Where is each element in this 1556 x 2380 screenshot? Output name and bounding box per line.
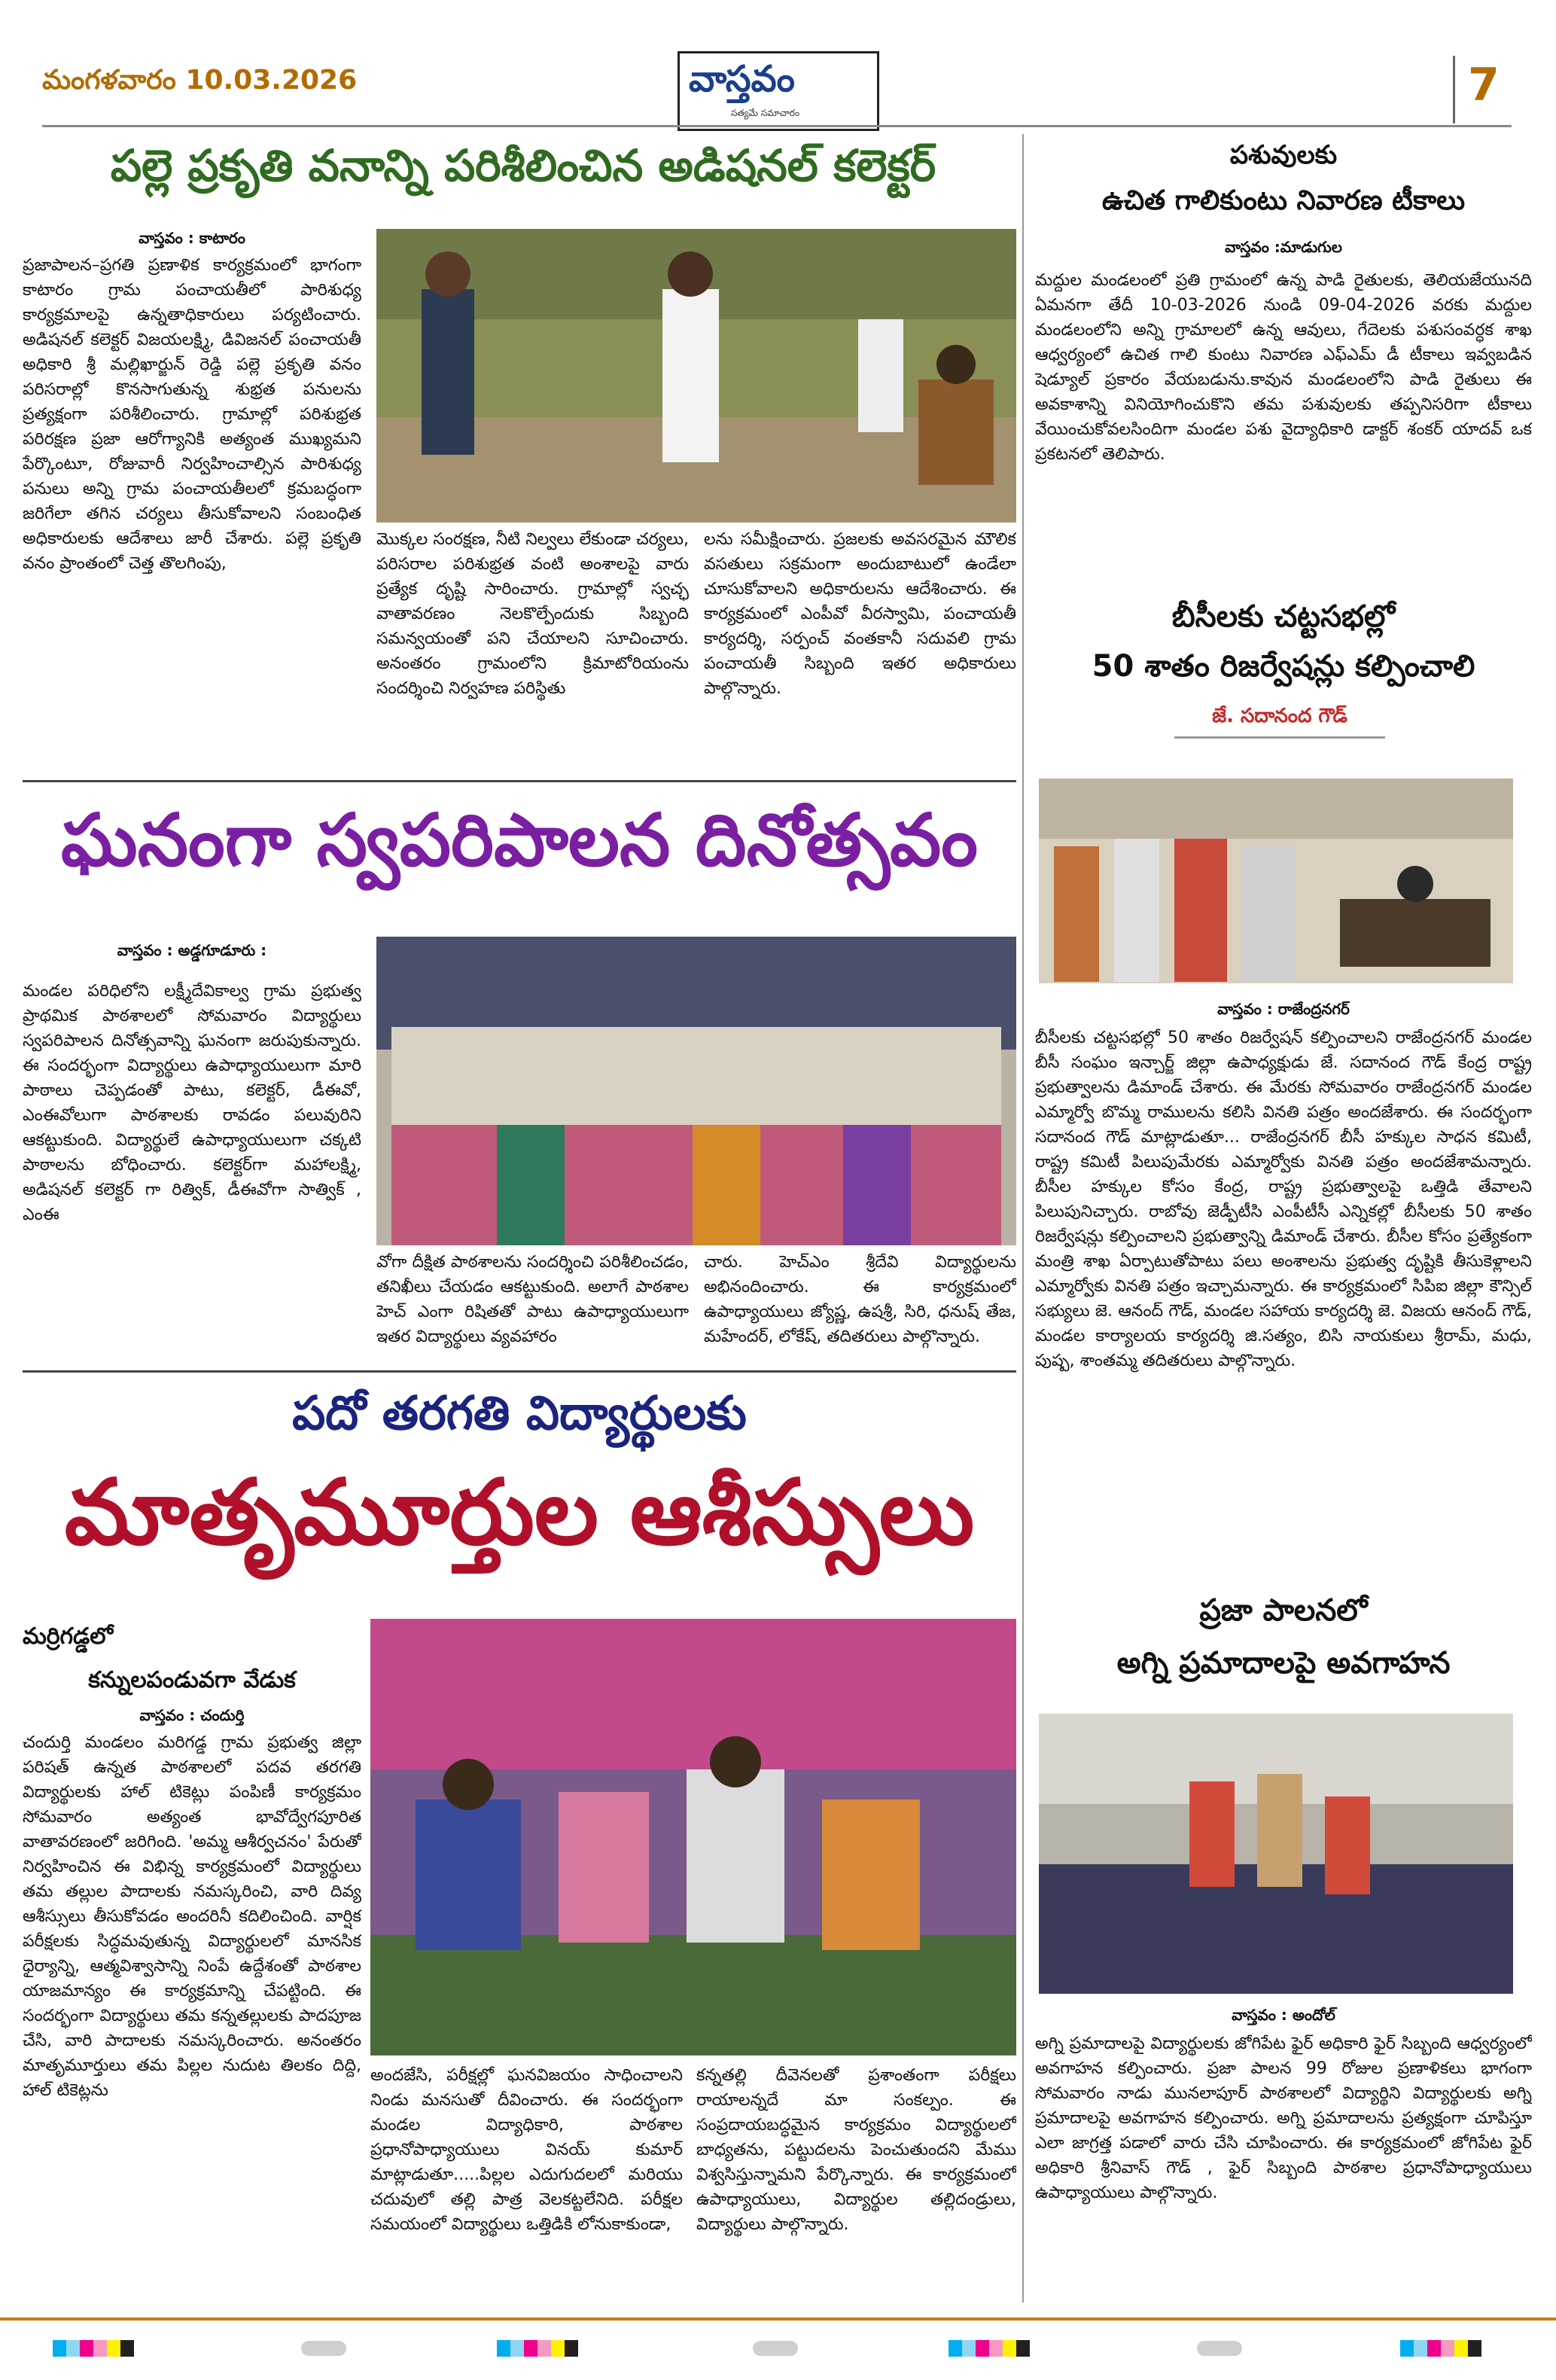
right3-dateline: వాస్తవం : అందోల్ — [1232, 2006, 1335, 2024]
logo-text: వాస్తవం — [689, 58, 795, 100]
section-rule — [23, 780, 1016, 782]
story3-dateline: వాస్తవం : చందుర్తి — [139, 1706, 245, 1724]
right1-body: మద్దుల మండలంలో ప్రతి గ్రామంలో ఉన్న పాడి రైతులకు, తెలియజేయునది ఏమనగా తేదీ 10-03-2026 నుండి 09-04-2026 వరకు మద్దుల మండలంలోని అన్ని గ్రామాలలో ఉన్న ఆవులు, గేదెలకు పశుసంవర్ధక శాఖ ఆధ్వర్యంలో ఉచిత గాలి కుంటు నివారణ ఎఫ్‌ఎమ్ డీ టీకాలు ఇవ్వబడిన షెడ్యూల్ ప్రకారం వేయబడును.కావున మండలంలోని పాడి రైతులు ఈ అవకాశాన్ని వినియోగించుకొని తమ పశువులకు తప్పనిసరిగా టీకాలు వేయించుకోవలసిందిగా మండల పశు వైద్యాధికారి డాక్టర్ శంకర్ యాదవ్ ఒక ప్రకటనలో తెలిపారు. — [1035, 271, 1532, 464]
right2-headline1: బీసీలకు చట్టసభల్లో — [1171, 599, 1396, 634]
right1-dateline: వాస్తవం :మాడుగుల — [1225, 238, 1342, 256]
masthead-rule — [42, 125, 1512, 127]
story3-subhead1: మర్రిగడ్డలో — [23, 1623, 114, 1650]
story2-col2: వోగా దీక్షిత పాఠశాలను సందర్శించి పరిశీలించడం, తనిఖీలు చేయడం ఆకట్టుకుంది. అలాగే పాఠశాల హెచ్ ఎంగా రిషితతో పాటు ఉపాధ్యాయులుగా ఇతర విద్యార్థులు వ్యవహారం — [376, 1253, 689, 1346]
story3-photo — [370, 1619, 1016, 2055]
registration-oval — [1197, 2341, 1242, 2356]
right1-headline2: ఉచిత గాలికుంటు నివారణ టీకాలు — [1101, 185, 1466, 216]
page-number: 7 — [1468, 59, 1500, 111]
story3-col1: చందుర్తి మండలం మరిగడ్డ గ్రామ ప్రభుత్వ జిల్లా పరిషత్ ఉన్నత పాఠశాలలో పదవ తరగతి విద్యార్థులకు హాల్ టికెట్లు పంపిణీ కార్యక్రమం సోమవారం అత్యంత భావోద్వేగపూరిత వాతావరణంలో జరిగింది. 'అమ్మ ఆశీర్వచనం' పేరుతో నిర్వహించిన ఈ విభిన్న కార్యక్రమంలో విద్యార్థులు తమ తల్లుల పాదాలకు నమస్కరించి, వారి దివ్య ఆశీస్సులు తీసుకోవడం అందరినీ కదిలించింది. వార్షిక పరీక్షలకు సిద్ధమవుతున్న విద్యార్థులలో మానసిక ధైర్యాన్ని, ఆత్మవిశ్వాసాన్ని నింపే ఉద్దేశంతో పాఠశాల యాజమాన్యం ఈ కార్యక్రమాన్ని చేపట్టింది. ఈ సందర్భంగా విద్యార్థులు తమ కన్నతల్లులకు పాదపూజ చేసి, వారి పాదాలకు నమస్కరించారు. అనంతరం మాతృమూర్తులు తమ పిల్లల నుదుట తిలకం దిద్ది, హాల్ టికెట్లను — [23, 1733, 361, 2100]
color-registration-strip — [53, 2340, 134, 2357]
logo-tagline: సత్యమే సమాచారం — [731, 108, 800, 118]
color-registration-strip — [1400, 2340, 1481, 2357]
footer-rule — [0, 2318, 1556, 2321]
color-registration-strip — [949, 2340, 1030, 2357]
story2-col3: చారు. హెచ్‌ఎం శ్రీదేవి విద్యార్థులను అభినందించారు. ఈ కార్యక్రమంలో ఉపాధ్యాయులు జ్యోష్ణ, ఉషశ్రీ, సిరి, ధనుష్ తేజ, మహేందర్, లోకేష్, తదితరులు పాల్గొన్నారు. — [704, 1253, 1016, 1346]
registration-oval — [753, 2341, 798, 2356]
story2-headline: ఘనంగా స్వపరిపాలన దినోత్సవం — [61, 798, 978, 882]
right2-byline: జే. సదానంద గౌడ్ — [1174, 705, 1385, 739]
story2-col1: మండల పరిధిలోని లక్ష్మీదేవికాల్వ గ్రామ ప్రభుత్వ ప్రాథమిక పాఠశాలలో సోమవారం విద్యార్థులు స్వపరిపాలన దినోత్సవాన్ని ఘనంగా జరుపుకున్నారు. ఈ సందర్భంగా విద్యార్థులు ఉపాధ్యాయులుగా మారి పాఠాలు చెప్పడంతో పాటు, కలెక్టర్, డీఈవో, ఎంఈవోలుగా పాఠశాలకు రావడం పలువురిని ఆకట్టుకుంది. విద్యార్థులే ఉపాధ్యాయులుగా చక్కటి పాఠాలను బోధించారు. కలెక్టర్‌గా మహాలక్ష్మి, అడిషనల్ కలెక్టర్ గా రిత్విక్, డీఈవోగా సాత్విక్ , ఎంఈ — [23, 982, 361, 1224]
story1-col1: ప్రజాపాలన–ప్రగతి ప్రణాళిక కార్యక్రమంలో భాగంగా కాటారం గ్రామ పంచాయతీలో పారిశుధ్య కార్యక్రమాలపై ఉన్నతాధికారులు పర్యటించారు. అడిషనల్ కలెక్టర్ విజయలక్ష్మి, డివిజనల్ పంచాయతీ అధికారి శ్రీ మల్లిఖార్జున్ రెడ్డి పల్లె ప్రకృతి వనం పరిసరాల్లో కొనసాగుతున్న శుభ్రత పనులను ప్రత్యక్షంగా పరిశీలించారు. గ్రామాల్లో పరిశుభ్రత పరిరక్షణ ప్రజా ఆరోగ్యానికి అత్యంత ముఖ్యమని పేర్కొంటూ, రోజువారీ నిర్వహించాల్సిన పారిశుధ్య పనులు అన్ని గ్రామ పంచాయతీలలో క్రమబద్ధంగా జరిగేలా తగిన చర్యలు తీసుకోవాలని సంబంధిత అధికారులకు ఆదేశాలు జారీ చేశారు. పల్లె ప్రకృతి వనం ప్రాంతంలో చెత్త తొలగింపు, — [23, 256, 361, 573]
story3-subhead2: కన్నులపండువగా వేడుక — [88, 1667, 296, 1693]
story2-dateline: వాస్తవం : అడ్డగూడూరు : — [117, 941, 267, 959]
story3-col3: కన్నతల్లి దీవెనలతో ప్రశాంతంగా పరీక్షలు రాయాలన్నదే మా సంకల్పం. ఈ సంప్రదాయబద్ధమైన కార్యక్రమం విద్యార్థులలో బాధ్యతను, పట్టుదలను పెంచుతుందని మేము విశ్వసిస్తున్నామని పేర్కొన్నారు. ఈ కార్యక్రమంలో ఉపాధ్యాయులు, విద్యార్థుల తల్లిదండ్రులు, విద్యార్థులు పాల్గొన్నారు. — [696, 2066, 1016, 2234]
issue-date: మంగళవారం 10.03.2026 — [42, 65, 358, 96]
right3-headline1: ప్రజా పాలనలో — [1199, 1593, 1368, 1628]
story2-photo — [376, 937, 1016, 1245]
right1-headline1: పశువులకు — [1229, 140, 1338, 170]
story1-photo — [376, 229, 1016, 523]
right2-headline2: 50 శాతం రిజర్వేషన్లు కల్పించాలి — [1092, 649, 1475, 684]
right2-dateline: వాస్తవం : రాజేంద్రనగర్ — [1217, 1000, 1350, 1018]
newspaper-logo — [678, 51, 879, 131]
registration-oval — [301, 2341, 346, 2356]
right2-body: బీసీలకు చట్టసభల్లో 50 శాతం రిజర్వేషన్ కల్పించాలని రాజేంద్రనగర్ మండల బీసీ సంఘం ఇన్చార్జ్ జిల్లా ఉపాధ్యక్షుడు జే. సదానంద గౌడ్ కేంద్ర రాష్ట్ర ప్రభుత్వాలను డిమాండ్ చేశారు. ఈ మేరకు సోమవారం రాజేంద్రనగర్ మండల ఎమ్మార్వో బొమ్మ రాములను కలిసి వినతి పత్రం అందజేశారు. ఈ సందర్భంగా సదానంద గౌడ్ మాట్లాడుతూ... రాజేంద్రనగర్ బీసీ హక్కుల సాధన కమిటీ, రాష్ట్ర కమిటీ పిలుపుమేరకు ఎమ్మార్వోకు వినతి పత్రం అందజేశామన్నారు. బీసీల హక్కుల కోసం కేంద్ర, రాష్ట్ర ప్రభుత్వాలపై ఒత్తిడి తేవాలని పిలుపునిచ్చారు. రాబోవు జెడ్పీటీసి ఎంపీటీసీ ఎన్నికల్లో బీసీలకు 50 శాతం రిజర్వేషన్లు కల్పించాలని ప్రభుత్వాన్ని డిమాండ్ చేశారు. బీసీల కోసం ప్రత్యేకంగా మంత్రి శాఖ ఏర్పాటుతోపాటు పలు అంశాలను ప్రభుత్వ దృష్టికి తీసుకెళ్లాలని ఎమ్మార్వోకు వినతి పత్రం ఇచ్చామన్నారు. ఈ కార్యక్రమంలో సిపిఐ జిల్లా కౌన్సిల్ సభ్యులు జె. ఆనంద్ గౌడ్, మండల సహాయ కార్యదర్శి జె. విజయ ఆనంద్ గౌడ్, మండల కార్యాలయ కార్యదర్శి జి.సత్యం, బిసి నాయకులు శ్రీరామ్, మధు, పుష్ప, శాంతమ్మ తదితరులు పాల్గొన్నారు. — [1035, 1028, 1532, 1370]
story1-dateline: వాస్తవం : కాటారం — [139, 229, 245, 247]
section-rule — [23, 1370, 1016, 1373]
story1-col2: మొక్కల సంరక్షణ, నీటి నిల్వలు లేకుండా చర్యలు, పరిసరాల పరిశుభ్రత వంటి అంశాలపై వారు ప్రత్యేక దృష్టి సారించారు. గ్రామాల్లో స్వచ్ఛ వాతావరణం నెలకొల్పేందుకు సిబ్బంది సమన్వయంతో పని చేయాలని సూచించారు. అనంతరం గ్రామంలోని క్రిమాటోరియంను సందర్శించి నిర్వహణ పరిస్థితు — [376, 530, 689, 698]
story1-col3: లను సమీక్షించారు. ప్రజలకు అవసరమైన మౌలిక వసతులు సక్రమంగా అందుబాటులో ఉండేలా చూసుకోవాలని అధికారులను ఆదేశించారు. ఈ కార్యక్రమంలో ఎంపీవో వీరస్వామి, పంచాయతీ కార్యదర్శి, సర్పంచ్ వంతకానీ సదువలి గ్రామ పంచాయతీ సిబ్బంది ఇతర అధికారులు పాల్గొన్నారు. — [704, 530, 1016, 698]
story3-col2: అందజేసి, పరీక్షల్లో ఘనవిజయం సాధించాలని నిండు మనసుతో దీవించారు. ఈ సందర్భంగా మండల విద్యాధికారి, పాఠశాల ప్రధానోపాధ్యాయులు వినయ్ కుమార్ మాట్లాడుతూ.....పిల్లల ఎదుగుదలలో మరియు చదువులో తల్లి పాత్ర వెలకట్టలేనిది. పరీక్షల సమయంలో విద్యార్థులు ఒత్తిడికి లోనుకాకుండా, — [370, 2066, 683, 2234]
column-separator — [1022, 134, 1024, 2302]
color-registration-strip — [497, 2340, 578, 2357]
story1-headline: పల్లె ప్రకృతి వనాన్ని పరిశీలించిన అడిషనల్ కలెక్టర్ — [110, 140, 936, 191]
right3-body: అగ్ని ప్రమాదాలపై విద్యార్థులకు జోగిపేట ఫైర్ అధికారి ఫైర్ సిబ్బంది ఆధ్వర్యంలో అవగాహన కల్పించారు. ప్రజా పాలన 99 రోజుల ప్రణాళికలు భాగంగా సోమవారం నాడు మునలాపూర్ పాఠశాలలో విద్యార్థిని విద్యార్థులకు అగ్ని ప్రమాదాలపై అవగాహన కల్పించారు. అగ్ని ప్రమాదాలను ప్రత్యక్షంగా చూపిస్తూ ఎలా జాగ్రత్త పడాలో వారు చేసి చూపించారు. ఈ కార్యక్రమంలో జోగిపేట ఫైర్ అధికారి శ్రీనివాస్ గౌడ్ , ఫైర్ సిబ్బంది పాఠశాల ప్రధానోపాధ్యాయులు ఉపాధ్యాయులు పాల్గొన్నారు. — [1035, 2034, 1532, 2202]
masthead-divider — [1453, 56, 1455, 123]
story3-headline-top: పదో తరగతి విద్యార్థులకు — [292, 1385, 747, 1440]
right2-photo — [1039, 779, 1513, 983]
right3-photo — [1039, 1714, 1513, 1994]
story3-headline-main: మాతృమూర్తుల ఆశీస్సులు — [64, 1461, 975, 1565]
right3-headline2: అగ్ని ప్రమాదాలపై అవగాహన — [1116, 1646, 1451, 1681]
